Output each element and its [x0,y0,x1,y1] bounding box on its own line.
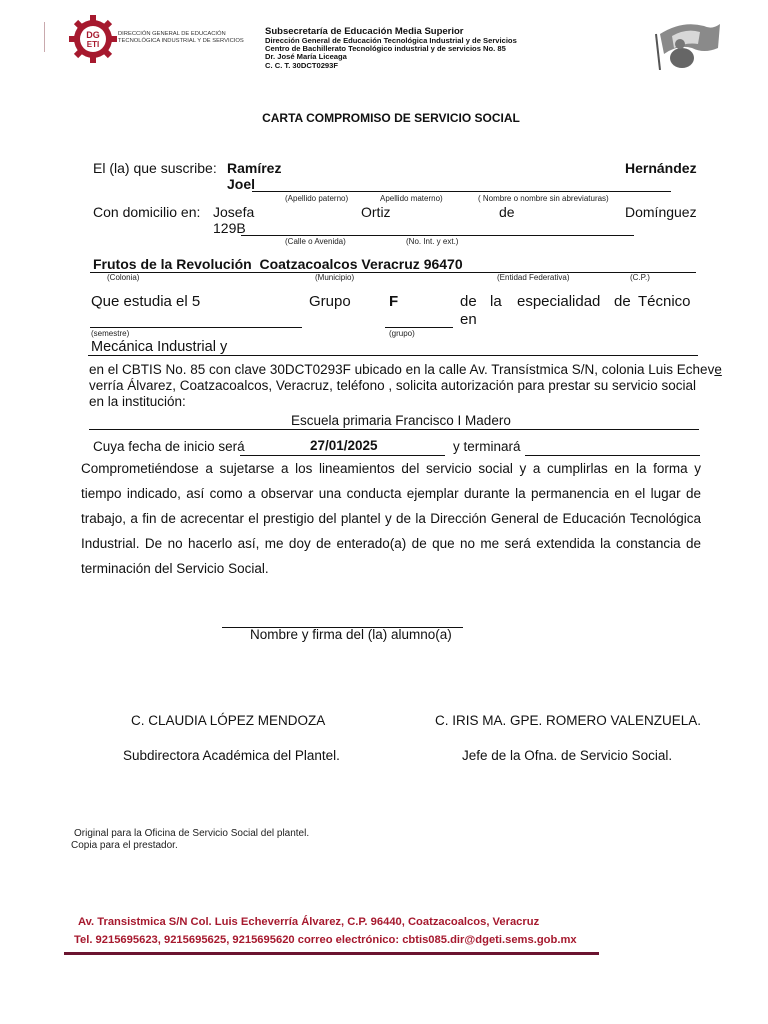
semestre-label: Que estudia el 5 [91,293,201,310]
margin-mark [44,22,45,52]
apellido-paterno-value: Ramírez [227,160,282,176]
row2-underline [241,235,634,236]
institution-header [265,26,517,70]
semestre-underline [90,327,302,328]
row3-underline [90,272,696,273]
signer-1-name: C. CLAUDIA LÓPEZ MENDOZA [131,713,326,728]
dept-line-2: TECNOLÓGICA INDUSTRIAL Y DE SERVICIOS [118,38,244,44]
cp-value: 96470 [423,256,463,272]
signer-2-role: Jefe de la Ofna. de Servicio Social. [462,748,673,763]
word-de: de [460,293,477,310]
svg-text:DG: DG [86,30,100,40]
fecha-inicio-label: Cuya fecha de inicio será [93,439,245,454]
numero-value: 129B [213,220,246,236]
institution-line-2: verría Álvarez, Coatzacoalcos, Veracruz, teléfono , solicita autorización para prestar su servicio social [89,378,697,393]
institution-line-1 [89,362,722,378]
flag-emblem-image [652,14,722,70]
header-line-3: Centro de Bachillerato Tecnológico industrial y de servicios No. 85 [265,44,506,54]
dgeti-logo [68,14,118,64]
caption-numero: (No. Int. y ext.) [406,237,459,246]
word-en: en [460,311,477,328]
institution-line-1-text: en el CBTIS No. 85 con clave 30DCT0293F ubicado en la calle Av. Transístmica S/N, colonia Luis Echev [89,362,715,377]
dept-line-1: DIRECCIÓN GENERAL DE EDUCACIÓN [118,31,226,37]
grupo-value: F [389,293,399,310]
caption-nombre: ( Nombre o nombre sin abreviaturas) [478,194,609,203]
calle-word-4: Domínguez [625,204,697,220]
suscribe-label: El (la) que suscribe: [93,160,217,176]
institution-line-1-end: e [714,362,722,377]
word-de-2: de [614,293,631,310]
footer-divider [64,952,599,955]
word-especialidad: especialidad [517,293,601,310]
institucion-underline [89,429,699,430]
caption-cp: (C.P.) [630,273,650,282]
svg-text:ETI: ETI [86,40,100,49]
header-line-5: C. C. T. 30DCT0293F [265,60,339,70]
page-title: CARTA COMPROMISO DE SERVICIO SOCIAL [262,111,520,125]
apellido-materno-value: Hernández [625,160,697,176]
caption-calle: (Calle o Avenida) [285,237,346,246]
footer-address: Av. Transistmica S/N Col. Luis Echeverría Álvarez, C.P. 96440, Coatzacoalcos, Veracruz [78,916,540,928]
signer-2-name: C. IRIS MA. GPE. ROMERO VALENZUELA. [435,713,702,728]
colonia-value: Frutos de la Revolución [93,256,252,272]
institution-paragraph [89,362,722,410]
address-line [93,256,463,272]
commitment-paragraph: Comprometiéndose a sujetarse a los lineamientos del servicio social y a cumplirlas en la forma y tiempo indicado, así como a observar una conducta ejemplar durante la permanencia en el lugar de trabajo, a fin de acrecentar el prestigio del plantel y de la Dirección General de Educación Tecnológica Industrial. De no hacerlo así, me doy de enterado(a) de que no me será extendida la constancia de terminación del Servicio Social. [81,461,701,576]
dept-name [118,31,244,45]
caption-colonia: (Colonia) [107,273,140,282]
estado-value: Veracruz [361,256,420,272]
especialidad-underline [88,355,698,356]
copy-original: Original para la Oficina de Servicio Social del plantel. [74,828,310,839]
copies-note [71,828,309,852]
copy-prestador: Copia para el prestador. [71,840,178,851]
row1-underline [252,191,671,192]
caption-municipio: (Municipio) [315,273,355,282]
calle-word-3: de [499,204,515,220]
header-line-4: Dr. José María Liceaga [265,52,347,62]
caption-grupo: (grupo) [389,329,415,338]
domicilio-label: Con domicilio en: [93,204,201,220]
fecha-inicio-value: 27/01/2025 [310,438,378,453]
nombre-value: Joel [227,176,256,192]
fecha-fin-label: y terminará [453,439,521,454]
caption-apellido-materno: Apellido materno) [380,194,443,203]
calle-word-1: Josefa [213,204,255,220]
word-tecnico: Técnico [638,293,691,310]
caption-semestre: (semestre) [91,329,130,338]
signature-caption: Nombre y firma del (la) alumno(a) [250,627,452,642]
header-line-2: Dirección General de Educación Tecnológica Industrial y de Servicios [265,36,517,45]
signer-1-role: Subdirectora Académica del Plantel. [123,748,340,763]
caption-apellido-paterno: (Apellido paterno) [285,194,349,203]
caption-entidad: (Entidad Federativa) [497,273,570,282]
grupo-underline [385,327,453,328]
footer-contact: Tel. 9215695623, 9215695625, 9215695620 correo electrónico: cbtis085.dir@dgeti.sems.gob.mx [74,934,577,946]
municipio-value: Coatzacoalcos [259,256,358,272]
institucion-value: Escuela primaria Francisco I Madero [291,413,511,428]
institution-line-3: en la institución: [89,394,186,409]
header-line-1: Subsecretaría de Educación Media Superior [265,26,464,37]
grupo-label: Grupo [309,293,351,310]
word-la: la [490,293,502,310]
calle-word-2: Ortiz [361,204,391,220]
especialidad-value: Mecánica Industrial y [91,339,228,355]
